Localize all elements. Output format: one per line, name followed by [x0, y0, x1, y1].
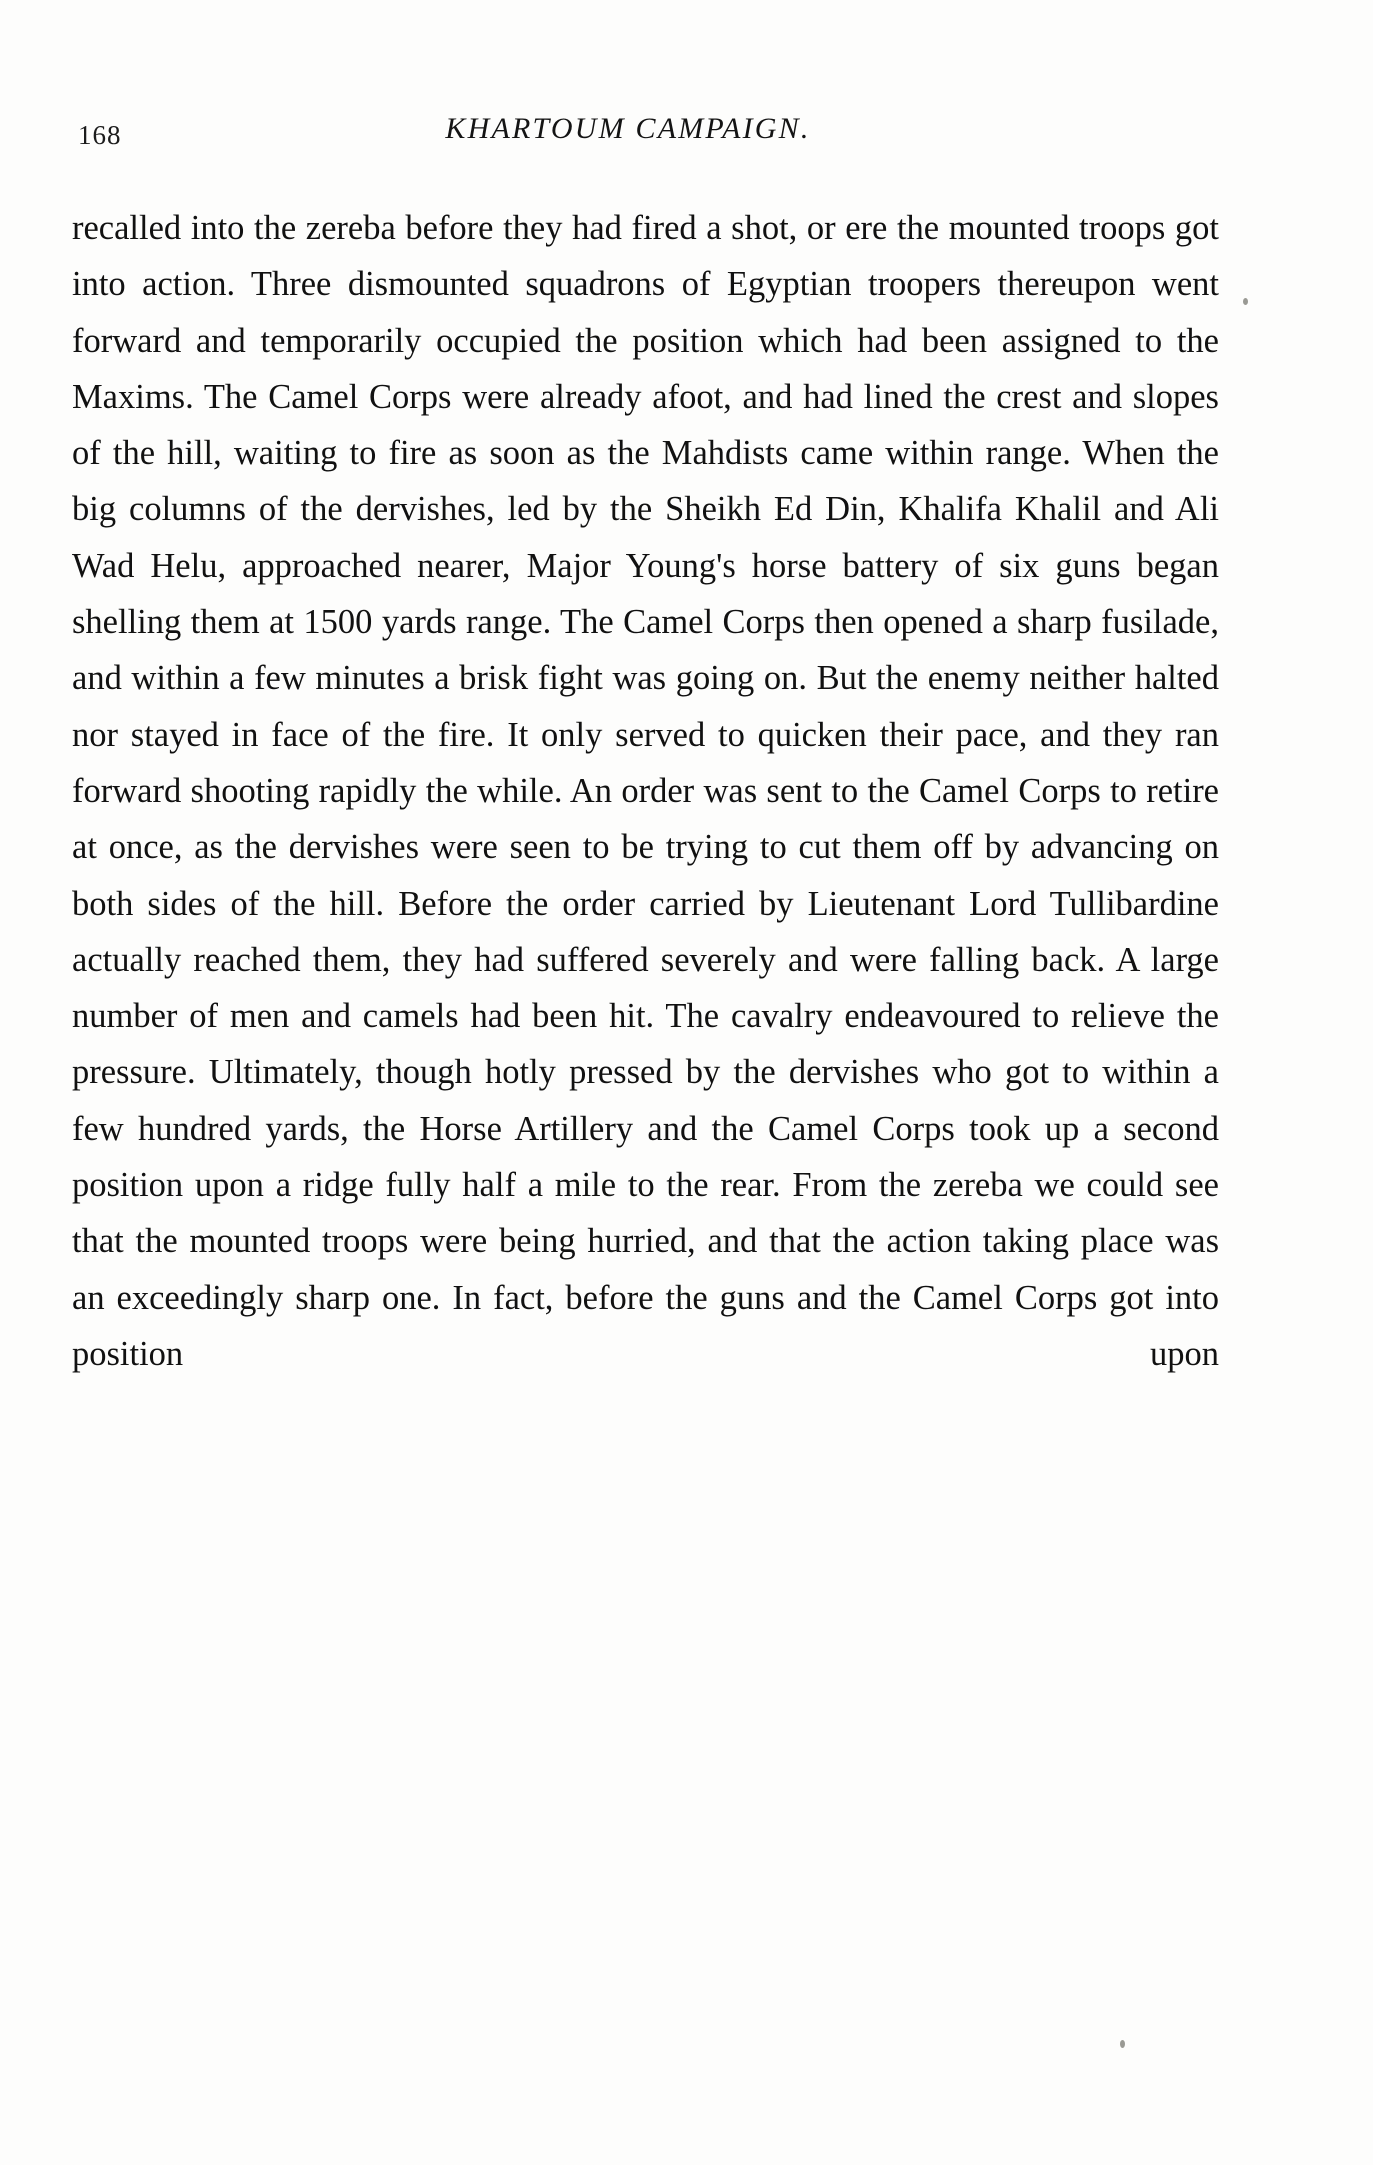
paper-speck-icon: [1120, 2040, 1125, 2048]
body-paragraph: recalled into the zereba before they had fired a shot, or ere the mounted troops got into action. Three dismounted squadrons of Egyptian troopers thereupon went forward and temporarily occupied the position which had been assigned to the Maxims. The Camel Corps were already afoot, and had lined the crest and slopes of the hill, waiting to fire as soon as the Mahdists came within range. When the big columns of the dervishes, led by the Sheikh Ed Din, Khalifa Khalil and Ali Wad Helu, approached nearer, Major Young's horse battery of six guns began shelling them at 1500 yards range. The Camel Corps then opened a sharp fusilade, and within a few minutes a brisk fight was going on. But the enemy neither halted nor stayed in face of the fire. It only served to quicken their pace, and they ran forward shooting rapidly the while. An order was sent to the Camel Corps to retire at once, as the dervishes were seen to be trying to cut them off by advancing on both sides of the hill. Before the order carried by Lieutenant Lord Tullibardine actually reached them, they had suffered severely and were falling back. A large number of men and camels had been hit. The cavalry endeavoured to relieve the pressure. Ultimately, though hotly pressed by the dervishes who got to within a few hundred yards, the Horse Artillery and the Camel Corps took up a second position upon a ridge fully half a mile to the rear. From the zereba we could see that the mounted troops were being hurried, and that the action taking place was an exceedingly sharp one. In fact, before the guns and the Camel Corps got into position upon: [72, 209, 1219, 1373]
paper-speck-icon: [1243, 298, 1248, 305]
page-header: [78, 112, 1293, 152]
running-head-title: KHARTOUM CAMPAIGN.: [445, 112, 811, 145]
page-body-text: [72, 200, 1219, 1382]
page-number: 168: [78, 120, 122, 150]
